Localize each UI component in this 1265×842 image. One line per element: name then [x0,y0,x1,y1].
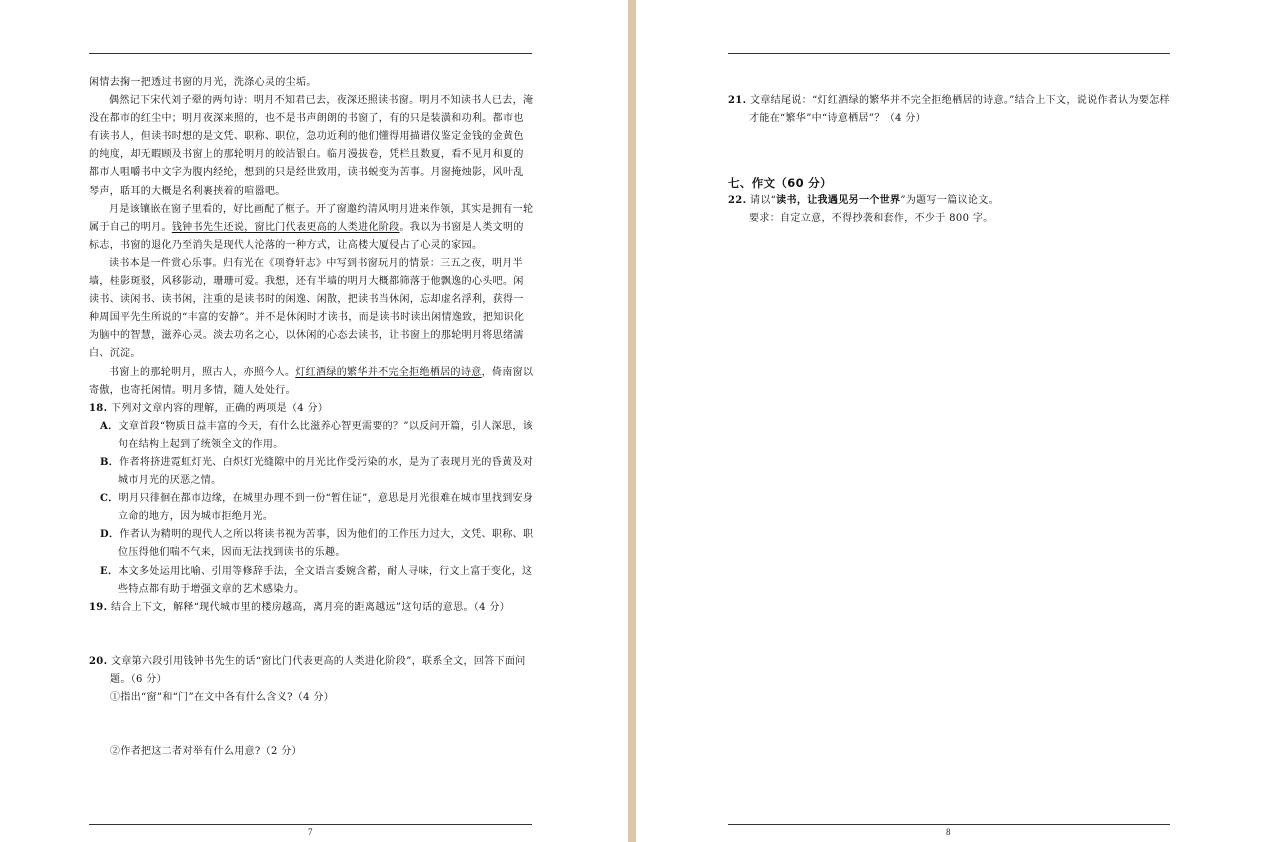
option-a: A．文章首段“物质日益丰富的今天，有什么比滋养心智更需要的？”以反问开篇，引人深思，该句在结构上起到了统领全文的作用。 [100,420,534,450]
question-stem: 18. 下列对文章内容的理解，正确的两项是（4 分） [89,402,329,414]
header-rule [728,53,1170,54]
option-e: E．本文多处运用比喻、引用等修辞手法，全文语言委婉含蓄，耐人寻味，行文上富于变化，这些特点都有助于增强文章的艺术感染力。 [100,565,533,595]
question-21 [728,92,1172,128]
right-page [636,0,1265,842]
question-22 [728,192,1172,228]
header-rule [89,53,532,54]
left-page [0,0,628,842]
underlined-quote: 钱钟书先生还说，窗比门代表更高的人类进化阶段 [171,221,400,233]
question-stem: 19. 结合上下文，解释“现代城市里的楼房越高，离月亮的距离越远”这句话的意思。（4 分） [89,601,511,613]
sub-question-1: ①指出“窗”和“门”在文中各有什么含义?（4 分） [110,692,335,703]
option-c: C．明月只徘徊在都市边缘，在城里办理不到一份“暂住证”，意思是月光很难在城市里找到安身立命的地方，因为城市拒绝月光。 [100,493,534,523]
page-number: 7 [308,827,313,837]
footer-rule [728,824,1170,825]
passage-paragraph: 偶然记下宋代刘子翚的两句诗：明月不知君已去，夜深还照读书窗。明月不知读书人已去，淹没在都市的红尘中；明月夜深来照的，也不是书声朗朗的书窗了，有的只是装潢和功利。都市也有读书人，但读书时想的是文凭、职称、职位，急功近利的他们懂得用描谱仪鉴定金钱的金黄色的纯度，却无暇顾及书窗上的那轮明月的皎洁银白。临月漫拔卷，凭栏且数夏，看不见月和夏的都市人咀嚼书中文字为腹内经纶，想到的只是经世致用，读书蜕变为苦事。月窗掩烛影，风叶乱琴声，聒耳的大概是名利裹挟着的喧嚣吧。 [89,95,534,197]
question-stem: 22. 请以“读书，让我遇见另一个世界”为题写一篇议论文。 [728,195,999,207]
question-stem: 21. 文章结尾说：“灯红酒绿的繁华并不完全拒绝栖居的诗意。”结合上下文，说说作者认为要怎样才能在“繁华”中“诗意栖居”？（4 分） [728,95,1170,125]
option-d: D．作者认为精明的现代人之所以将读书视为苦事，因为他们的工作压力过大，文凭、职称、职位压得他们喘不气来，因而无法找到读书的乐趣。 [100,529,534,559]
right-page-content [728,92,1172,228]
question-19 [89,599,534,617]
passage-paragraph: 闲情去掬一把透过书窗的月光，洗涤心灵的尘垢。 [89,77,317,88]
passage-paragraph: 月是该镶嵌在窗子里看的，好比画配了框子。开了窗邀约清风明月进来作领，其实是拥有一轮属于自己的明月。钱钟书先生还说，窗比门代表更高的人类进化阶段。我以为书窗是人类文明的标志，书窗的退化乃至消失是现代人沦落的一种方式，让高楼大厦侵占了心灵的家园。 [89,203,534,251]
left-page-content [89,74,534,761]
underlined-quote: 灯红酒绿的繁华并不完全拒绝栖居的诗意 [295,366,482,378]
page-gutter [628,0,636,842]
passage-paragraph: 读书本是一件赏心乐事。归有光在《项脊轩志》中写到书窗玩月的情景：三五之夜，明月半墙，桂影斑驳，风移影动，珊珊可爱。我想，还有半墙的明月大概都筛落于他飘逸的心头吧。闲读书、读闲书、读书闲，注重的是读书时的闲逸、闲散，把读书当休闲，忘却虚名浮利，获得一种周国平先生所说的“丰富的安静”。并不是休闲时才读书，而是读书时读出闲情逸致，把知识化为脑中的智慧，滋养心灵。淡去功名之心，以休闲的心态去读书，让书窗上的那轮明月将思绪濡白、沉淀。 [89,257,525,360]
section-title: 七、作文（60 分） [728,176,833,191]
passage-paragraph: 书窗上的那轮明月，照古人，亦照今人。灯红酒绿的繁华并不完全拒绝栖居的诗意，倚南窗以寄傲，也寄托闲情。明月多情，随人处处行。 [89,366,534,396]
essay-requirements: 要求：自定立意，不得抄袭和套作，不少于 800 字。 [749,213,994,225]
page-number: 8 [946,827,951,837]
question-20 [89,653,534,761]
question-18 [89,400,534,599]
sub-question-2: ②作者把这二者对举有什么用意?（2 分） [110,746,302,758]
footer-rule [89,824,532,825]
option-b: B．作者将挤进霓虹灯光、白炽灯光缝隙中的月光比作受污染的水，是为了表现月光的昏黄及对城市月光的厌恶之情。 [100,456,534,487]
question-stem: 20. 文章第六段引用钱钟书先生的话“窗比门代表更高的人类进化阶段”，联系全文，回答下面问题。（6 分） [89,655,526,685]
essay-topic: 读书，让我遇见另一个世界 [776,195,901,207]
